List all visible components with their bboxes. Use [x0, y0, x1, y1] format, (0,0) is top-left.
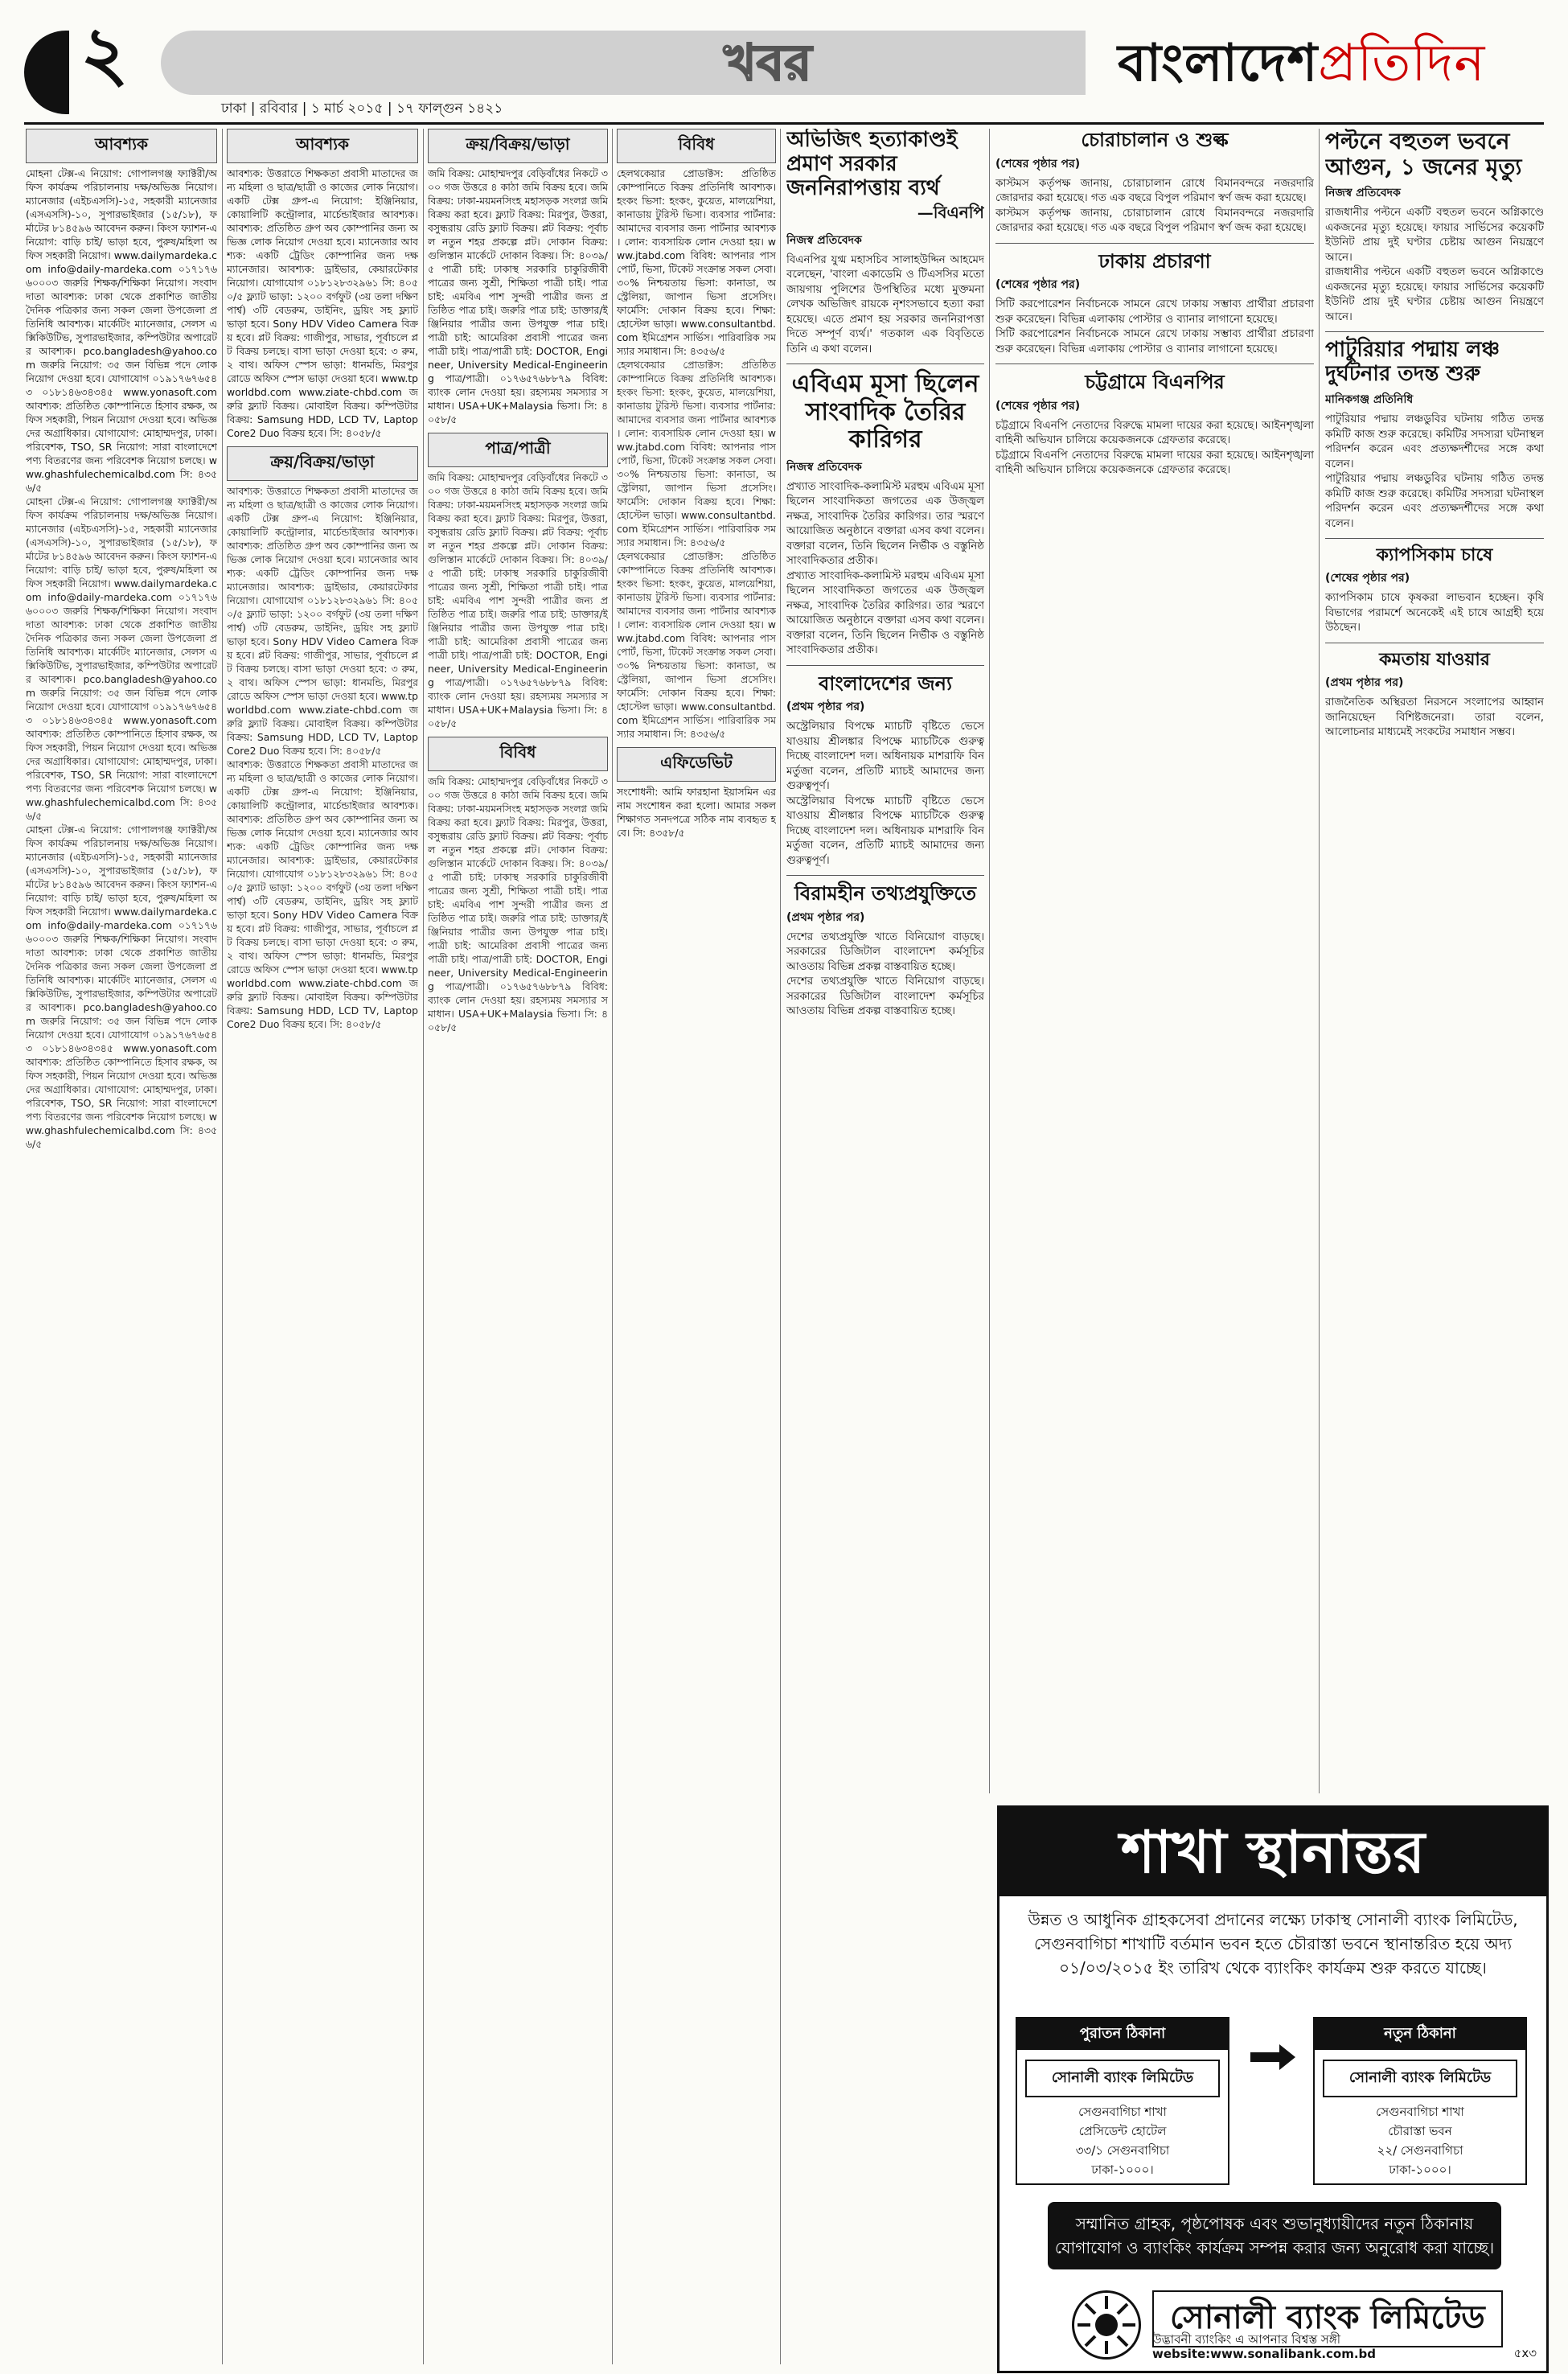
new-address-bank-name: সোনালী ব্যাংক লিমিটেড [1323, 2060, 1517, 2097]
article-body: রাজনৈতিক অস্থিরতা নিরসনে সংলাপের আহ্বান জানিয়েছেন বিশিষ্টজনেরা। তারা বলেন, আলোচনার মাধ্যমেই সংকটের সমাধান সম্ভব। [1325, 696, 1544, 739]
headline: চট্টগ্রামে বিএনপির [1085, 370, 1225, 394]
column-divider [780, 129, 781, 2364]
article-body-continued: কাস্টমস কর্তৃপক্ষ জানায়, চোরাচালান রোধে বিমানবন্দরে নজরদারি জোরদার করা হয়েছে। গত এক বছরে বিপুল পরিমাণ স্বর্ণ জব্দ করা হয়েছে। [995, 207, 1314, 235]
headline: কমতায় যাওয়ার [1379, 648, 1490, 670]
column-divider [612, 129, 613, 2364]
old-address-line: প্রেসিডেন্ট হোটেল [1078, 2124, 1167, 2138]
headline: বিরামহীন তথ্যপ্রযুক্তিতে [794, 881, 976, 906]
article-body-continued: অস্ট্রেলিয়ার বিপক্ষে ম্যাচটি বৃষ্টিতে ভেসে যাওয়ায় শ্রীলঙ্কার বিপক্ষে ম্যাচটিকে গুরুত্ব দিচ্ছে বাংলাদেশ দল। অধিনায়ক মাশরাফি বিন মর্তুজা বলেন, প্রতিটি ম্যাচই আমাদের জন্য গুরুত্বপূর্ণ। [786, 795, 984, 867]
section-header: আবশ্যক [227, 129, 418, 163]
byline: নিজস্ব প্রতিবেদক [786, 233, 862, 247]
ad-banner: শাখা স্থানান্তর [999, 1808, 1546, 1896]
byline: (প্রথম পৃষ্ঠার পর) [786, 700, 865, 714]
article-body: পাটুরিয়ার পদ্মায় লঞ্চডুবির ঘটনায় গঠিত তদন্ত কমিটি কাজ শুরু করেছে। কমিটির সদস্যরা ঘটনাস্থল পরিদর্শন করেন এবং প্রত্যক্ষদর্শীদের সঙ্গে কথা বলেন। [1325, 413, 1544, 470]
article-body-continued: পাটুরিয়ার পদ্মায় লঞ্চডুবির ঘটনায় গঠিত তদন্ত কমিটি কাজ শুরু করেছে। কমিটির সদস্যরা ঘটনাস্থল পরিদর্শন করেন এবং প্রত্যক্ষদর্শীদের সঙ্গে কথা বলেন। [1325, 473, 1544, 530]
brand-main: বাংলাদেশ [1118, 33, 1319, 93]
column-divider [423, 129, 424, 2364]
headline: অভিজিৎ হত্যাকাণ্ডই প্রমাণ সরকার জননিরাপত্তায় ব্যর্থ [786, 129, 958, 200]
article-body: প্রখ্যাত সাংবাদিক-কলামিস্ট মরহুম এবিএম মূসা ছিলেন সাংবাদিকতা জগতের এক উজ্জ্বল নক্ষত্র, সাংবাদিক তৈরির কারিগর। তার স্মরণে আয়োজিত অনুষ্ঠানে বক্তারা এসব কথা বলেন। বক্তারা বলেন, তিনি ছিলেন নির্ভীক ও বস্তুনিষ্ঠ সাংবাদিকতার প্রতীক। [786, 480, 984, 568]
page-number: ২ [80, 10, 129, 97]
section-header: আবশ্যক [26, 129, 217, 163]
section-header: বিবিধ [617, 129, 776, 163]
article-divider [995, 243, 1314, 244]
classified-ads-continued: মোহনা টেক্স-এ নিয়োগ: গোপালগঞ্জ ফ্যাক্টরী/অফিস কার্যক্রম পরিচালনায় দক্ষ/অভিজ্ঞ নিয়োগ। ম্যানেজার (এইচএসসি)-১৫, সহকারী ম্যানেজার (এসএসসি)-১০, সুপারভাইজার (১৫/১৮), ফর্মাটের ৮১৪৫৯৬ আবেদন করুন। কিংস ফ্যাশন-এ নিয়োগ: বাড়ি চাই/ ভাড়া হবে, পুরুষ/মহিলা অফিস সহকারী নিয়োগ। www.dailymardeka.com info@daily-mardeka.com ০১৭১৭৬৬০০০৩ জরুরি শিক্ষক/শিক্ষিকা নিয়োগ। সংবাদদাতা আবশ্যক: ঢাকা থেকে প্রকাশিত জাতীয় দৈনিক পত্রিকার জন্য সকল জেলা উপজেলা প্রতিনিধি আবশ্যক। মার্কেটিং ম্যানেজার, সেলস এক্সিকিউটিভ, সুপারভাইজার, কম্পিউটার অপারেটর আবশ্যক। pco.bangladesh@yahoo.com জরুরি নিয়োগ: ৩৫ জন বিভিন্ন পদে লোক নিয়োগ দেওয়া হবে। যোগাযোগ ০১৯১৭৬৭৬৫৪৩ ০১৮১৪৬৩৪৩৪৫ www.yonasoft.com আবশ্যক: প্রতিষ্ঠিত কোম্পানিতে হিসাব রক্ষক, অফিস সহকারী, পিয়ন নিয়োগ দেওয়া হবে। অভিজ্ঞদের অগ্রাধিকার। যোগাযোগ: মোহাম্মদপুর, ঢাকা। পরিবেশক, TSO, SR নিয়োগ: সারা বাংলাদেশে পণ্য বিতরণের জন্য পরিবেশক নিয়োগ চলছে। www.ghashfulechemicalbd.com সি: ৪৩৫৬/৫ [26, 495, 217, 822]
new-address-line: ২২/ সেগুনবাগিচা [1377, 2143, 1463, 2158]
classifieds-column-2 [227, 129, 418, 2364]
ad-footnote: সম্মানিত গ্রাহক, পৃষ্ঠপোষক এবং শুভানুধ্যায়ীদের নতুন ঠিকানায় যোগাযোগ ও ব্যাংকিং কার্যক্রম সম্পন্ন করার জন্য অনুরোধ করা যাচ্ছে। [1048, 2202, 1501, 2269]
classified-ads-continued: আবশ্যক: উত্তরাতে শিক্ষকতা প্রবাসী মাতাদের জন্য মহিলা ও ছাত্র/ছাত্রী ও কাজের লোক নিয়োগ। একটি টেক্স গ্রুপ-এ নিয়োগ: ইঞ্জিনিয়ার, কোয়ালিটি কন্ট্রোলার, মার্চেন্ডাইজার আবশ্যক। আবশ্যক: প্রতিষ্ঠিত গ্রুপ অব কোম্পানির জন্য অভিজ্ঞ লোক নিয়োগ দেওয়া হবে। ম্যানেজার আবশ্যক: একটি ট্রেডিং কোম্পানির জন্য দক্ষ ম্যানেজার। আবশ্যক: ড্রাইভার, কেয়ারটেকার নিয়োগ। যোগাযোগ ০১৮১২৮৩২৯৬১ সি: ৪০৫০/৫ ফ্ল্যাট ভাড়া: ১২০০ বর্গফুট (৩য় তলা দক্ষিণ পার্শ্ব) ৩টি বেডরুম, ডাইনিং, ড্রয়িং সহ ফ্ল্যাট ভাড়া হবে। Sony HDV Video Camera বিক্রয় হবে। প্লট বিক্রয়: গাজীপুর, সাভার, পূর্বাচলে প্লট বিক্রয় চলছে। বাসা ভাড়া দেওয়া হবে: ৩ রুম, ২ বাথ। অফিস স্পেস ভাড়া: ধানমন্ডি, মিরপুর রোডে অফিস স্পেস ভাড়া দেওয়া হবে। www.tpworldbd.com www.ziate-chbd.com জরুরি ফ্ল্যাট বিক্রয়। মোবাইল বিক্রয়। কম্পিউটার বিক্রয়: Samsung HDD, LCD TV, Laptop Core2 Duo বিক্রয় হবে। সি: ৪০৫৮/৫ [227, 485, 418, 757]
byline: (শেষের পৃষ্ঠার পর) [995, 278, 1081, 292]
article-divider [1325, 538, 1544, 539]
article-body-continued: সিটি করপোরেশন নির্বাচনকে সামনে রেখে ঢাকায় সম্ভাব্য প্রার্থীরা প্রচারণা শুরু করেছেন। বিভিন্ন এলাকায় পোস্টার ও ব্যানার লাগানো হয়েছে। [995, 328, 1314, 355]
column-divider [222, 129, 223, 2364]
new-address-title: নতুন ঠিকানা [1315, 2019, 1525, 2050]
bank-tagline: উদ্ভাবনী ব্যাংকিং এ আপনার বিশ্বস্ত সঙ্গী [1152, 2332, 1341, 2347]
new-address-box [1313, 2017, 1527, 2185]
section-header: বিবিধ [428, 737, 608, 771]
brand-logo [1118, 24, 1485, 110]
page-number-marker [24, 31, 69, 114]
classified-ads: জমি বিক্রয়: মোহাম্মদপুর বেড়িবাঁধের নিকটে ৩০০ গজ উত্তরে ৪ কাঠা জমি বিক্রয় হবে। জমি বিক্রয়: ঢাকা-ময়মনসিংহ মহাসড়ক সংলগ্ন জমি বিক্রয় করা হবে। ফ্ল্যাট বিক্রয়: মিরপুর, উত্তরা, বসুন্ধরায় রেডি ফ্ল্যাট বিক্রয়। প্লট বিক্রয়: পূর্বাচল নতুন শহর প্রকল্পে প্লট। দোকান বিক্রয়: গুলিস্তান মার্কেটে দোকান বিক্রয়। সি: ৪০৩৯/৫ পাত্রী চাই: ঢাকাস্থ সরকারি চাকুরিজীবী পাত্রের জন্য সুশ্রী, শিক্ষিতা পাত্রী চাই। পাত্র চাই: এমবিএ পাশ সুন্দরী পাত্রীর জন্য প্রতিষ্ঠিত পাত্র চাই। জরুরি পাত্র চাই: ডাক্তার/ইঞ্জিনিয়ার পাত্রীর জন্য উপযুক্ত পাত্র চাই। পাত্রী চাই: আমেরিকা প্রবাসী পাত্রের জন্য পাত্রী চাই। পাত্র/পাত্রী চাই: DOCTOR, Engineer, University Medical-Engineering পাত্র/পাত্রী। ০১৭৬৫৭৬৮৮৭৯ বিবিধ: ব্যাংক লোন দেওয়া হয়। রহস্যময় সমস্যার সমাধান। USA+UK+Malaysia ভিসা। সি: ৪০৫৮/৫ [428, 167, 608, 425]
article-divider [786, 875, 984, 876]
article-body: অস্ট্রেলিয়ার বিপক্ষে ম্যাচটি বৃষ্টিতে ভেসে যাওয়ায় শ্রীলঙ্কার বিপক্ষে ম্যাচটিকে গুরুত্ব দিচ্ছে বাংলাদেশ দল। অধিনায়ক মাশরাফি বিন মর্তুজা বলেন, প্রতিটি ম্যাচই আমাদের জন্য গুরুত্বপূর্ণ। [786, 721, 984, 793]
headline: চোরাচালান ও শুল্ক [1081, 129, 1229, 151]
classifieds-column-4 [617, 129, 776, 2364]
article-body: রাজধানীর পল্টনে একটি বহুতল ভবনে অগ্নিকাণ্ডে একজনের মৃত্যু হয়েছে। ফায়ার সার্ভিসের কয়েকটি ইউনিট প্রায় দুই ঘণ্টার চেষ্টায় আগুন নিয়ন্ত্রণে আনে। [1325, 207, 1544, 264]
masthead [0, 0, 1568, 121]
article-body: ক্যাপসিকাম চাষে কৃষকরা লাভবান হচ্ছেন। কৃষি বিভাগের পরামর্শে অনেকেই এই চাষে আগ্রহী হয়ে উঠছেন। [1325, 592, 1544, 635]
classified-ads: হেলথকেয়ার প্রোডাক্টস: প্রতিষ্ঠিত কোম্পানিতে বিক্রয় প্রতিনিধি আবশ্যক। হংকং ভিসা: হংকং, কুয়েত, মালয়েশিয়া, কানাডায় টুরিস্ট ভিসা। ব্যবসার পার্টনার: আমাদের ব্যবসার জন্য পার্টনার আবশ্যক। লোন: ব্যবসায়িক লোন দেওয়া হয়। www.jtabd.com বিবিধ: আপনার পাসপোর্ট, ভিসা, টিকেট সংক্রান্ত সকল সেবা। ৩০% নিশ্চয়তায় ভিসা: কানাডা, অস্ট্রেলিয়া, জাপান ভিসা প্রসেসিং। ফার্মেসি: দোকান বিক্রয় হবে। শিক্ষা: হোস্টেল ভাড়া। www.consultantbd.com ইমিগ্রেশন সার্ভিস। পারিবারিক সমস্যার সমাধান। সি: ৪৩৫৬/৫ [617, 167, 776, 357]
headline-attribution: —বিএনপি [917, 202, 984, 222]
ad-code: ৫x৩ [1513, 2346, 1537, 2360]
new-address-line: চৌরাস্তা ভবন [1388, 2124, 1452, 2138]
byline: (শেষের পৃষ্ঠার পর) [1325, 572, 1410, 585]
article-body-continued: রাজধানীর পল্টনে একটি বহুতল ভবনে অগ্নিকাণ্ডে একজনের মৃত্যু হয়েছে। ফায়ার সার্ভিসের কয়েকটি ইউনিট প্রায় দুই ঘণ্টার চেষ্টায় আগুন নিয়ন্ত্রণে আনে। [1325, 266, 1544, 323]
old-address-bank-name: সোনালী ব্যাংক লিমিটেড [1025, 2060, 1220, 2097]
article-divider [995, 363, 1314, 364]
bank-name: সোনালী ব্যাংক লিমিটেড [1152, 2290, 1503, 2347]
arrow-right-icon [1249, 2041, 1297, 2073]
classified-ads-continued: মোহনা টেক্স-এ নিয়োগ: গোপালগঞ্জ ফ্যাক্টরী/অফিস কার্যক্রম পরিচালনায় দক্ষ/অভিজ্ঞ নিয়োগ। ম্যানেজার (এইচএসসি)-১৫, সহকারী ম্যানেজার (এসএসসি)-১০, সুপারভাইজার (১৫/১৮), ফর্মাটের ৮১৪৫৯৬ আবেদন করুন। কিংস ফ্যাশন-এ নিয়োগ: বাড়ি চাই/ ভাড়া হবে, পুরুষ/মহিলা অফিস সহকারী নিয়োগ। www.dailymardeka.com info@daily-mardeka.com ০১৭১৭৬৬০০০৩ জরুরি শিক্ষক/শিক্ষিকা নিয়োগ। সংবাদদাতা আবশ্যক: ঢাকা থেকে প্রকাশিত জাতীয় দৈনিক পত্রিকার জন্য সকল জেলা উপজেলা প্রতিনিধি আবশ্যক। মার্কেটিং ম্যানেজার, সেলস এক্সিকিউটিভ, সুপারভাইজার, কম্পিউটার অপারেটর আবশ্যক। pco.bangladesh@yahoo.com জরুরি নিয়োগ: ৩৫ জন বিভিন্ন পদে লোক নিয়োগ দেওয়া হবে। যোগাযোগ ০১৯১৭৬৭৬৫৪৩ ০১৮১৪৬৩৪৩৪৫ www.yonasoft.com আবশ্যক: প্রতিষ্ঠিত কোম্পানিতে হিসাব রক্ষক, অফিস সহকারী, পিয়ন নিয়োগ দেওয়া হবে। অভিজ্ঞদের অগ্রাধিকার। যোগাযোগ: মোহাম্মদপুর, ঢাকা। পরিবেশক, TSO, SR নিয়োগ: সারা বাংলাদেশে পণ্য বিতরণের জন্য পরিবেশক নিয়োগ চলছে। www.ghashfulechemicalbd.com সি: ৪৩৫৬/৫ [26, 824, 217, 1150]
new-address-line: ঢাকা-১০০০। [1389, 2162, 1451, 2177]
column-divider [989, 129, 990, 1793]
classified-ads-continued: আবশ্যক: উত্তরাতে শিক্ষকতা প্রবাসী মাতাদের জন্য মহিলা ও ছাত্র/ছাত্রী ও কাজের লোক নিয়োগ। একটি টেক্স গ্রুপ-এ নিয়োগ: ইঞ্জিনিয়ার, কোয়ালিটি কন্ট্রোলার, মার্চেন্ডাইজার আবশ্যক। আবশ্যক: প্রতিষ্ঠিত গ্রুপ অব কোম্পানির জন্য অভিজ্ঞ লোক নিয়োগ দেওয়া হবে। ম্যানেজার আবশ্যক: একটি ট্রেডিং কোম্পানির জন্য দক্ষ ম্যানেজার। আবশ্যক: ড্রাইভার, কেয়ারটেকার নিয়োগ। যোগাযোগ ০১৮১২৮৩২৯৬১ সি: ৪০৫০/৫ ফ্ল্যাট ভাড়া: ১২০০ বর্গফুট (৩য় তলা দক্ষিণ পার্শ্ব) ৩টি বেডরুম, ডাইনিং, ড্রয়িং সহ ফ্ল্যাট ভাড়া হবে। Sony HDV Video Camera বিক্রয় হবে। প্লট বিক্রয়: গাজীপুর, সাভার, পূর্বাচলে প্লট বিক্রয় চলছে। বাসা ভাড়া দেওয়া হবে: ৩ রুম, ২ বাথ। অফিস স্পেস ভাড়া: ধানমন্ডি, মিরপুর রোডে অফিস স্পেস ভাড়া দেওয়া হবে। www.tpworldbd.com www.ziate-chbd.com জরুরি ফ্ল্যাট বিক্রয়। মোবাইল বিক্রয়। কম্পিউটার বিক্রয়: Samsung HDD, LCD TV, Laptop Core2 Duo বিক্রয় হবে। সি: ৪০৫৮/৫ [227, 758, 418, 1030]
headline: এবিএম মূসা ছিলেন সাংবাদিক তৈরির কারিগর [791, 370, 979, 454]
section-header: এফিডেভিট [617, 747, 776, 782]
ad-intro: উন্নত ও আধুনিক গ্রাহকসেবা প্রদানের লক্ষ্যে ঢাকাস্থ সোনালী ব্যাংক লিমিটেড, সেগুনবাগিচা শাখাটি বর্তমান ভবন হতে চৌরাস্তা ভবনে স্থানান্তরিত হয়ে অদ্য ০১/০৩/২০১৫ ইং তারিখ থেকে ব্যাংকিং কার্যক্রম শুরু করতে যাচ্ছে। [1028, 1910, 1518, 1978]
news-column-left [786, 129, 984, 2364]
section-band [161, 31, 1086, 95]
article-body-continued: চট্টগ্রামে বিএনপি নেতাদের বিরুদ্ধে মামলা দায়ের করা হয়েছে। আইনশৃঙ্খলা বাহিনী অভিযান চালিয়ে কয়েকজনকে গ্রেফতার করেছে। [995, 449, 1314, 477]
byline: (শেষের পৃষ্ঠার পর) [995, 399, 1081, 413]
article-divider [1325, 331, 1544, 332]
headline: পল্টনে বহুতল ভবনে আগুন, ১ জনের মৃত্যু [1325, 129, 1522, 181]
classified-ads-continued: হেলথকেয়ার প্রোডাক্টস: প্রতিষ্ঠিত কোম্পানিতে বিক্রয় প্রতিনিধি আবশ্যক। হংকং ভিসা: হংকং, কুয়েত, মালয়েশিয়া, কানাডায় টুরিস্ট ভিসা। ব্যবসার পার্টনার: আমাদের ব্যবসার জন্য পার্টনার আবশ্যক। লোন: ব্যবসায়িক লোন দেওয়া হয়। www.jtabd.com বিবিধ: আপনার পাসপোর্ট, ভিসা, টিকেট সংক্রান্ত সকল সেবা। ৩০% নিশ্চয়তায় ভিসা: কানাডা, অস্ট্রেলিয়া, জাপান ভিসা প্রসেসিং। ফার্মেসি: দোকান বিক্রয় হবে। শিক্ষা: হোস্টেল ভাড়া। www.consultantbd.com ইমিগ্রেশন সার্ভিস। পারিবারিক সমস্যার সমাধান। সি: ৪৩৫৬/৫ [617, 359, 776, 548]
byline: (প্রথম পৃষ্ঠার পর) [1325, 676, 1404, 690]
old-address-line: সেগুনবাগিচা শাখা [1078, 2105, 1167, 2119]
sonali-bank-logo-icon [1072, 2290, 1141, 2360]
section-title: খবর [724, 33, 812, 92]
classified-ads: মোহনা টেক্স-এ নিয়োগ: গোপালগঞ্জ ফ্যাক্টরী/অফিস কার্যক্রম পরিচালনায় দক্ষ/অভিজ্ঞ নিয়োগ। ম্যানেজার (এইচএসসি)-১৫, সহকারী ম্যানেজার (এসএসসি)-১০, সুপারভাইজার (১৫/১৮), ফর্মাটের ৮১৪৫৯৬ আবেদন করুন। কিংস ফ্যাশন-এ নিয়োগ: বাড়ি চাই/ ভাড়া হবে, পুরুষ/মহিলা অফিস সহকারী নিয়োগ। www.dailymardeka.com info@daily-mardeka.com ০১৭১৭৬৬০০০৩ জরুরি শিক্ষক/শিক্ষিকা নিয়োগ। সংবাদদাতা আবশ্যক: ঢাকা থেকে প্রকাশিত জাতীয় দৈনিক পত্রিকার জন্য সকল জেলা উপজেলা প্রতিনিধি আবশ্যক। মার্কেটিং ম্যানেজার, সেলস এক্সিকিউটিভ, সুপারভাইজার, কম্পিউটার অপারেটর আবশ্যক। pco.bangladesh@yahoo.com জরুরি নিয়োগ: ৩৫ জন বিভিন্ন পদে লোক নিয়োগ দেওয়া হবে। যোগাযোগ ০১৯১৭৬৭৬৫৪৩ ০১৮১৪৬৩৪৩৪৫ www.yonasoft.com আবশ্যক: প্রতিষ্ঠিত কোম্পানিতে হিসাব রক্ষক, অফিস সহকারী, পিয়ন নিয়োগ দেওয়া হবে। অভিজ্ঞদের অগ্রাধিকার। যোগাযোগ: মোহাম্মদপুর, ঢাকা। পরিবেশক, TSO, SR নিয়োগ: সারা বাংলাদেশে পণ্য বিতরণের জন্য পরিবেশক নিয়োগ চলছে। www.ghashfulechemicalbd.com সি: ৪৩৫৬/৫ [26, 167, 217, 494]
classified-ads-continued: হেলথকেয়ার প্রোডাক্টস: প্রতিষ্ঠিত কোম্পানিতে বিক্রয় প্রতিনিধি আবশ্যক। হংকং ভিসা: হংকং, কুয়েত, মালয়েশিয়া, কানাডায় টুরিস্ট ভিসা। ব্যবসার পার্টনার: আমাদের ব্যবসার জন্য পার্টনার আবশ্যক। লোন: ব্যবসায়িক লোন দেওয়া হয়। www.jtabd.com বিবিধ: আপনার পাসপোর্ট, ভিসা, টিকেট সংক্রান্ত সকল সেবা। ৩০% নিশ্চয়তায় ভিসা: কানাডা, অস্ট্রেলিয়া, জাপান ভিসা প্রসেসিং। ফার্মেসি: দোকান বিক্রয় হবে। শিক্ষা: হোস্টেল ভাড়া। www.consultantbd.com ইমিগ্রেশন সার্ভিস। পারিবারিক সমস্যার সমাধান। সি: ৪৩৫৬/৫ [617, 550, 776, 740]
classified-ads: আবশ্যক: উত্তরাতে শিক্ষকতা প্রবাসী মাতাদের জন্য মহিলা ও ছাত্র/ছাত্রী ও কাজের লোক নিয়োগ। একটি টেক্স গ্রুপ-এ নিয়োগ: ইঞ্জিনিয়ার, কোয়ালিটি কন্ট্রোলার, মার্চেন্ডাইজার আবশ্যক। আবশ্যক: প্রতিষ্ঠিত গ্রুপ অব কোম্পানির জন্য অভিজ্ঞ লোক নিয়োগ দেওয়া হবে। ম্যানেজার আবশ্যক: একটি ট্রেডিং কোম্পানির জন্য দক্ষ ম্যানেজার। আবশ্যক: ড্রাইভার, কেয়ারটেকার নিয়োগ। যোগাযোগ ০১৮১২৮৩২৯৬১ সি: ৪০৫০/৫ ফ্ল্যাট ভাড়া: ১২০০ বর্গফুট (৩য় তলা দক্ষিণ পার্শ্ব) ৩টি বেডরুম, ডাইনিং, ড্রয়িং সহ ফ্ল্যাট ভাড়া হবে। Sony HDV Video Camera বিক্রয় হবে। প্লট বিক্রয়: গাজীপুর, সাভার, পূর্বাচলে প্লট বিক্রয় চলছে। বাসা ভাড়া দেওয়া হবে: ৩ রুম, ২ বাথ। অফিস স্পেস ভাড়া: ধানমন্ডি, মিরপুর রোডে অফিস স্পেস ভাড়া দেওয়া হবে। www.tpworldbd.com www.ziate-chbd.com জরুরি ফ্ল্যাট বিক্রয়। মোবাইল বিক্রয়। কম্পিউটার বিক্রয়: Samsung HDD, LCD TV, Laptop Core2 Duo বিক্রয় হবে। সি: ৪০৫৮/৫ [227, 167, 418, 439]
headline: ঢাকায় প্রচারণা [1098, 248, 1211, 273]
section-header: পাত্র/পাত্রী [428, 433, 608, 467]
article-divider [786, 665, 984, 666]
old-address-box [1016, 2017, 1229, 2185]
article-body-continued: প্রখ্যাত সাংবাদিক-কলামিস্ট মরহুম এবিএম মূসা ছিলেন সাংবাদিকতা জগতের এক উজ্জ্বল নক্ষত্র, সাংবাদিক তৈরির কারিগর। তার স্মরণে আয়োজিত অনুষ্ঠানে বক্তারা এসব কথা বলেন। বক্তারা বলেন, তিনি ছিলেন নির্ভীক ও বস্তুনিষ্ঠ সাংবাদিকতার প্রতীক। [786, 569, 984, 657]
old-address-title: পুরাতন ঠিকানা [1017, 2019, 1228, 2050]
byline: (শেষের পৃষ্ঠার পর) [995, 157, 1081, 170]
article-body: সিটি করপোরেশন নির্বাচনকে সামনে রেখে ঢাকায় সম্ভাব্য প্রার্থীরা প্রচারণা শুরু করেছেন। বিভিন্ন এলাকায় পোস্টার ও ব্যানার লাগানো হয়েছে। [995, 298, 1314, 326]
old-address-line: ৩৩/১ সেগুনবাগিচা [1075, 2143, 1170, 2158]
old-address-line: ঢাকা-১০০০। [1091, 2162, 1154, 2177]
classifieds-column-3 [428, 129, 608, 2364]
byline: নিজস্ব প্রতিবেদক [786, 460, 862, 474]
byline: নিজস্ব প্রতিবেদক [1325, 187, 1401, 200]
section-header: ক্রয়/বিক্রয়/ভাড়া [428, 129, 608, 163]
affidavit-notice: সংশোধনী: আমি ফারহানা ইয়াসমিন এর নাম সংশোধন করা হলো। আমার সকল শিক্ষাগত সনদপত্রে সঠিক নাম ব্যবহৃত হবে। সি: ৪৩৫৮/৫ [617, 786, 776, 839]
news-column-right [1325, 129, 1544, 1793]
article-divider [786, 363, 984, 364]
article-body: বিএনপির যুগ্ম মহাসচিব সালাহউদ্দিন আহমেদ বলেছেন, 'বাংলা একাডেমি ও টিএসসির মতো জায়গায় পুলিশের উপস্থিতির মধ্যে মুক্তমনা লেখক অভিজিৎ রায়কে নৃশংসভাবে হত্যা করা হয়েছে। এতে প্রমাণ হয় সরকার জননিরাপত্তা দিতে সম্পূর্ণ ব্যর্থ।' গতকাল এক বিবৃতিতে তিনি এ কথা বলেন। [786, 253, 984, 355]
article-body: চট্টগ্রামে বিএনপি নেতাদের বিরুদ্ধে মামলা দায়ের করা হয়েছে। আইনশৃঙ্খলা বাহিনী অভিযান চালিয়ে কয়েকজনকে গ্রেফতার করেছে। [995, 419, 1314, 447]
article-body: দেশের তথ্যপ্রযুক্তি খাতে বিনিয়োগ বাড়ছে। সরকারের ডিজিটাল বাংলাদেশ কর্মসূচির আওতায় বিভিন্ন প্রকল্প বাস্তবায়িত হচ্ছে। [786, 930, 984, 973]
brand-accent: প্রতিদিন [1318, 34, 1486, 93]
classified-ads-continued: জমি বিক্রয়: মোহাম্মদপুর বেড়িবাঁধের নিকটে ৩০০ গজ উত্তরে ৪ কাঠা জমি বিক্রয় হবে। জমি বিক্রয়: ঢাকা-ময়মনসিংহ মহাসড়ক সংলগ্ন জমি বিক্রয় করা হবে। ফ্ল্যাট বিক্রয়: মিরপুর, উত্তরা, বসুন্ধরায় রেডি ফ্ল্যাট বিক্রয়। প্লট বিক্রয়: পূর্বাচল নতুন শহর প্রকল্পে প্লট। দোকান বিক্রয়: গুলিস্তান মার্কেটে দোকান বিক্রয়। সি: ৪০৩৯/৫ পাত্রী চাই: ঢাকাস্থ সরকারি চাকুরিজীবী পাত্রের জন্য সুশ্রী, শিক্ষিতা পাত্রী চাই। পাত্র চাই: এমবিএ পাশ সুন্দরী পাত্রীর জন্য প্রতিষ্ঠিত পাত্র চাই। জরুরি পাত্র চাই: ডাক্তার/ইঞ্জিনিয়ার পাত্রীর জন্য উপযুক্ত পাত্র চাই। পাত্রী চাই: আমেরিকা প্রবাসী পাত্রের জন্য পাত্রী চাই। পাত্র/পাত্রী চাই: DOCTOR, Engineer, University Medical-Engineering পাত্র/পাত্রী। ০১৭৬৫৭৬৮৮৭৯ বিবিধ: ব্যাংক লোন দেওয়া হয়। রহস্যময় সমস্যার সমাধান। USA+UK+Malaysia ভিসা। সি: ৪০৫৮/৫ [428, 471, 608, 729]
headline: বাংলাদেশের জন্য [819, 671, 952, 695]
new-address-line: সেগুনবাগিচা শাখা [1376, 2105, 1464, 2119]
byline: (প্রথম পৃষ্ঠার পর) [786, 910, 865, 924]
section-header: ক্রয়/বিক্রয়/ভাড়া [227, 446, 418, 481]
classifieds-column-1 [26, 129, 217, 2364]
dateline: ঢাকা | রবিবার | ১ মার্চ ২০১৫ | ১৭ ফাল্গুন ১৪২১ [221, 101, 503, 117]
sonali-bank-advertisement [997, 1805, 1549, 2373]
byline: মানিকগঞ্জ প্রতিনিধি [1325, 393, 1414, 407]
bank-website: website:www.sonalibank.com.bd [1152, 2347, 1377, 2361]
headline: ক্যাপসিকাম চাষে [1376, 544, 1493, 566]
headline: পাটুরিয়ার পদ্মায় লঞ্চ দুর্ঘটনার তদন্ত শুরু [1325, 338, 1500, 387]
masthead-rule [24, 122, 1544, 125]
article-body-continued: দেশের তথ্যপ্রযুক্তি খাতে বিনিয়োগ বাড়ছে। সরকারের ডিজিটাল বাংলাদেশ কর্মসূচির আওতায় বিভিন্ন প্রকল্প বাস্তবায়িত হচ্ছে। [786, 975, 984, 1018]
news-column-middle [995, 129, 1314, 1793]
article-body: কাস্টমস কর্তৃপক্ষ জানায়, চোরাচালান রোধে বিমানবন্দরে নজরদারি জোরদার করা হয়েছে। গত এক বছরে বিপুল পরিমাণ স্বর্ণ জব্দ করা হয়েছে। [995, 177, 1314, 205]
classified-ads-continued: জমি বিক্রয়: মোহাম্মদপুর বেড়িবাঁধের নিকটে ৩০০ গজ উত্তরে ৪ কাঠা জমি বিক্রয় হবে। জমি বিক্রয়: ঢাকা-ময়মনসিংহ মহাসড়ক সংলগ্ন জমি বিক্রয় করা হবে। ফ্ল্যাট বিক্রয়: মিরপুর, উত্তরা, বসুন্ধরায় রেডি ফ্ল্যাট বিক্রয়। প্লট বিক্রয়: পূর্বাচল নতুন শহর প্রকল্পে প্লট। দোকান বিক্রয়: গুলিস্তান মার্কেটে দোকান বিক্রয়। সি: ৪০৩৯/৫ পাত্রী চাই: ঢাকাস্থ সরকারি চাকুরিজীবী পাত্রের জন্য সুশ্রী, শিক্ষিতা পাত্রী চাই। পাত্র চাই: এমবিএ পাশ সুন্দরী পাত্রীর জন্য প্রতিষ্ঠিত পাত্র চাই। জরুরি পাত্র চাই: ডাক্তার/ইঞ্জিনিয়ার পাত্রীর জন্য উপযুক্ত পাত্র চাই। পাত্রী চাই: আমেরিকা প্রবাসী পাত্রের জন্য পাত্রী চাই। পাত্র/পাত্রী চাই: DOCTOR, Engineer, University Medical-Engineering পাত্র/পাত্রী। ০১৭৬৫৭৬৮৮৭৯ বিবিধ: ব্যাংক লোন দেওয়া হয়। রহস্যময় সমস্যার সমাধান। USA+UK+Malaysia ভিসা। সি: ৪০৫৮/৫ [428, 775, 608, 1033]
column-divider [1319, 129, 1320, 1793]
